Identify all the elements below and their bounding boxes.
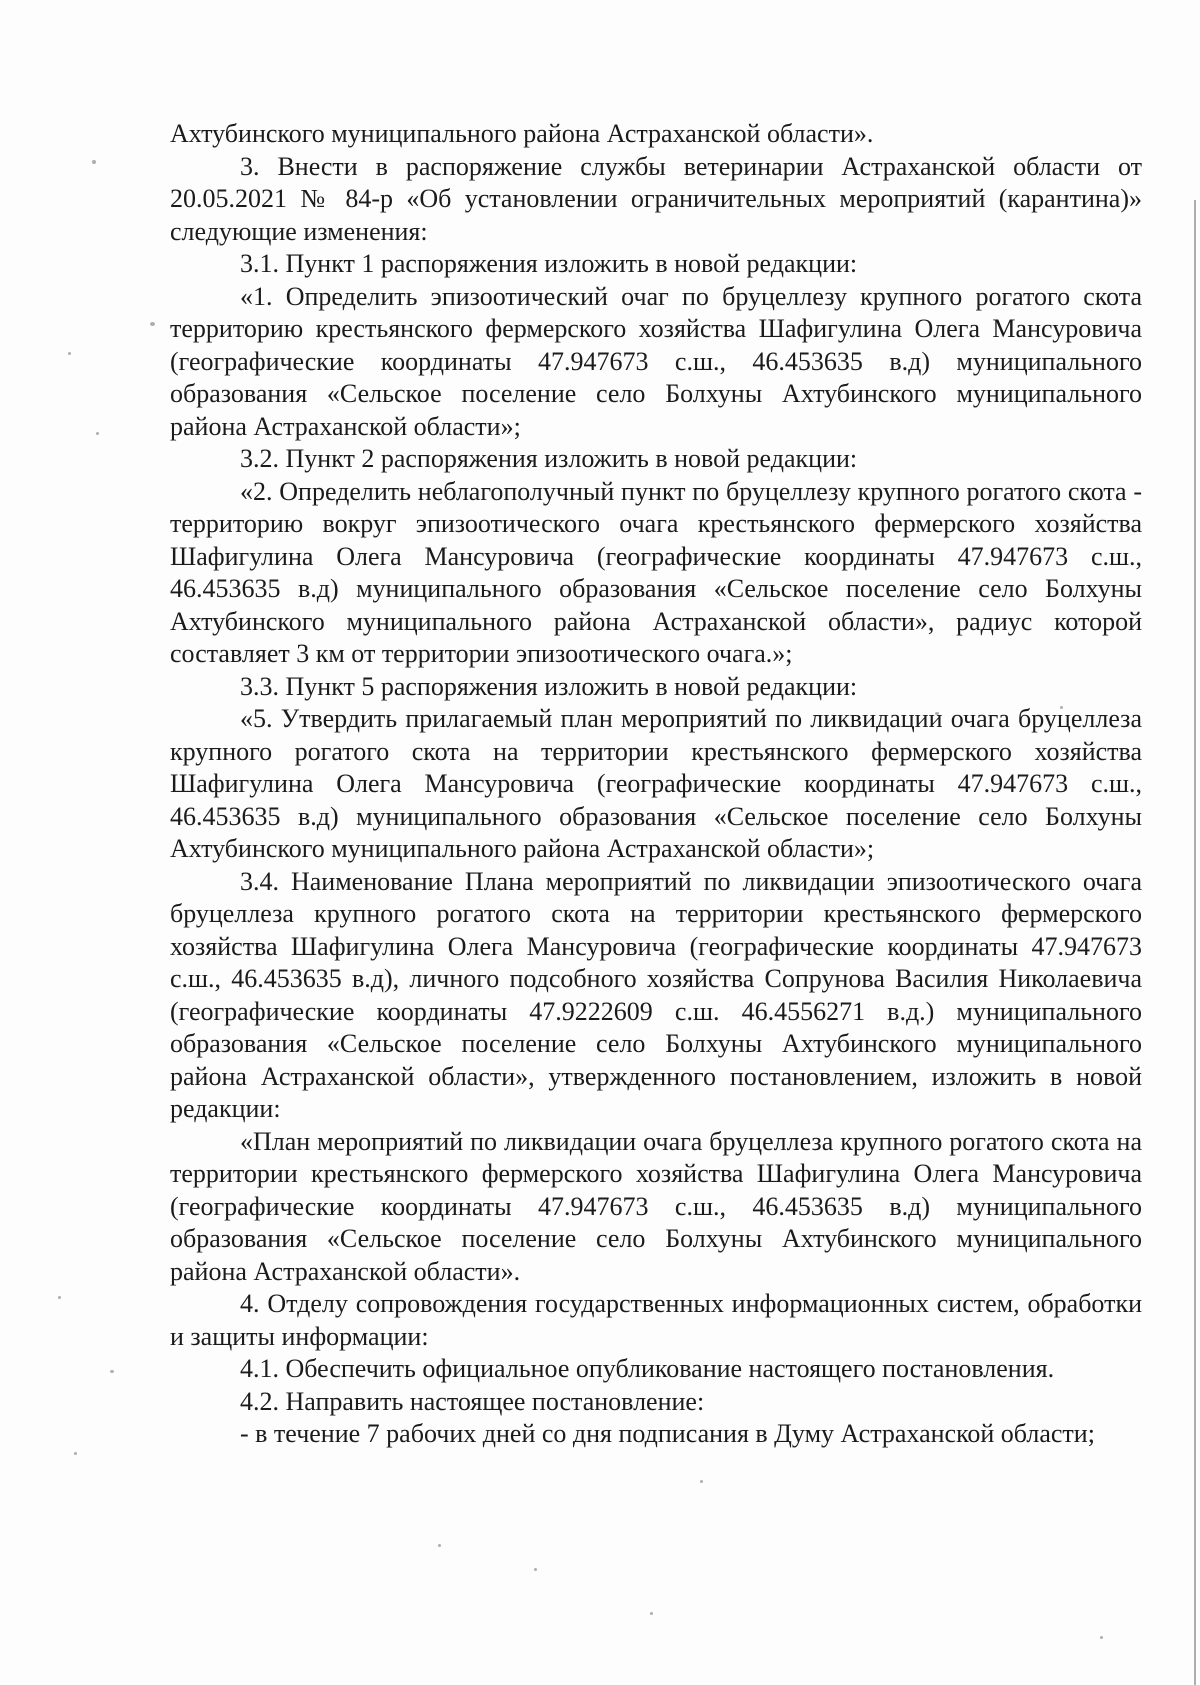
scan-speck [1100,1636,1103,1639]
paragraph-item-3-3: 3.3. Пункт 5 распоряжения изложить в новой редакции: [240,671,858,701]
scan-speck [74,1452,77,1455]
paragraph-item-3-1: 3.1. Пункт 1 распоряжения изложить в новой редакции: [240,249,858,278]
paragraph-list-item: - в течение 7 рабочих дней со дня подписания в Думу Астраханской области; [240,1419,1095,1448]
paragraph-continuation: Ахтубинского муниципального района Астраханской области». [170,119,874,148]
paragraph-item-3-4: 3.4. Наименование Плана мероприятий по ликвидации эпизоотического очага бруцеллеза крупного рогатого скота на территории крестьянского фермерского хозяйства Шафигулина Олега Мансуровича (географические координаты 47.947673 с.ш., 46.453635 в.д), личного подсобного хозяйства Сопрунова Василия Николаевича (географические координаты 47.9222609 с.ш. 46.4556271 в.д.) муниципального образования «Сельское поселение село Болхуны Ахтубинского муниципального района Астраханской области», утвержденного постановлением, изложить в новой редакции: [170,866,1142,1123]
scan-speck [650,1612,653,1615]
paragraph-item-3-2: 3.2. Пункт 2 распоряжения изложить в новой редакции: [240,444,858,473]
scan-speck [110,1370,114,1373]
paragraph-item-4-1: 4.1. Обеспечить официальное опубликование настоящего постановления. [240,1354,1055,1383]
document-body [170,118,1142,1451]
paragraph-plan-title: «План мероприятий по ликвидации очага бруцеллеза крупного рогатого скота на территории крестьянского фермерского хозяйства Шафигулина Олега Мансуровича (географические координаты 47.947673 с.ш., 46.453635 в.д) муниципального образования «Сельское поселение село Болхуны Ахтубинского муниципального района Астраханской области». [170,1126,1142,1286]
paragraph-quote-5: «5. Утвердить прилагаемый план мероприятий по ликвидации очага бруцеллеза крупного рогатого скота на территории крестьянского фермерского хозяйства Шафигулина Олега Мансуровича (географические координаты 47.947673 с.ш., 46.453635 в.д) муниципального образования «Сельское поселение село Болхуны Ахтубинского муниципального района Астраханской области»; [170,704,1142,863]
scan-speck [96,432,99,435]
scan-speck [58,1296,61,1299]
paragraph-item-3: 3. Внести в распоряжение службы ветеринарии Астраханской области от 20.05.2021 № 84-р «Об установлении ограничительных мероприятий (карантина)» следующие изменения: [170,151,1142,246]
scan-speck [534,1568,537,1571]
paragraph-quote-2: «2. Определить неблагополучный пункт по бруцеллезу крупного рогатого скота - территорию вокруг эпизоотического очага крестьянского фермерского хозяйства Шафигулина Олега Мансуровича (географические координаты 47.947673 с.ш., 46.453635 в.д) муниципального образования «Сельское поселение село Болхуны Ахтубинского муниципального района Астраханской области», радиус которой составляет 3 км от территории эпизоотического очага.»; [170,476,1142,668]
scan-speck [92,160,96,164]
scan-speck [438,1544,441,1547]
paragraph-item-4-2: 4.2. Направить настоящее постановление: [240,1386,705,1416]
scan-speck [700,1480,703,1483]
paragraph-quote-1: «1. Определить эпизоотический очаг по бруцеллезу крупного рогатого скота территорию крестьянского фермерского хозяйства Шафигулина Олега Мансуровича (географические координаты 47.947673 с.ш., 46.453635 в.д) муниципального образования «Сельское поселение село Болхуны Ахтубинского муниципального района Астраханской области»; [170,281,1142,441]
scan-edge-line [1194,200,1196,1685]
scan-speck [68,352,71,355]
scan-speck [150,322,155,326]
paragraph-item-4: 4. Отделу сопровождения государственных информационных систем, обработки и защиты информации: [170,1289,1142,1351]
